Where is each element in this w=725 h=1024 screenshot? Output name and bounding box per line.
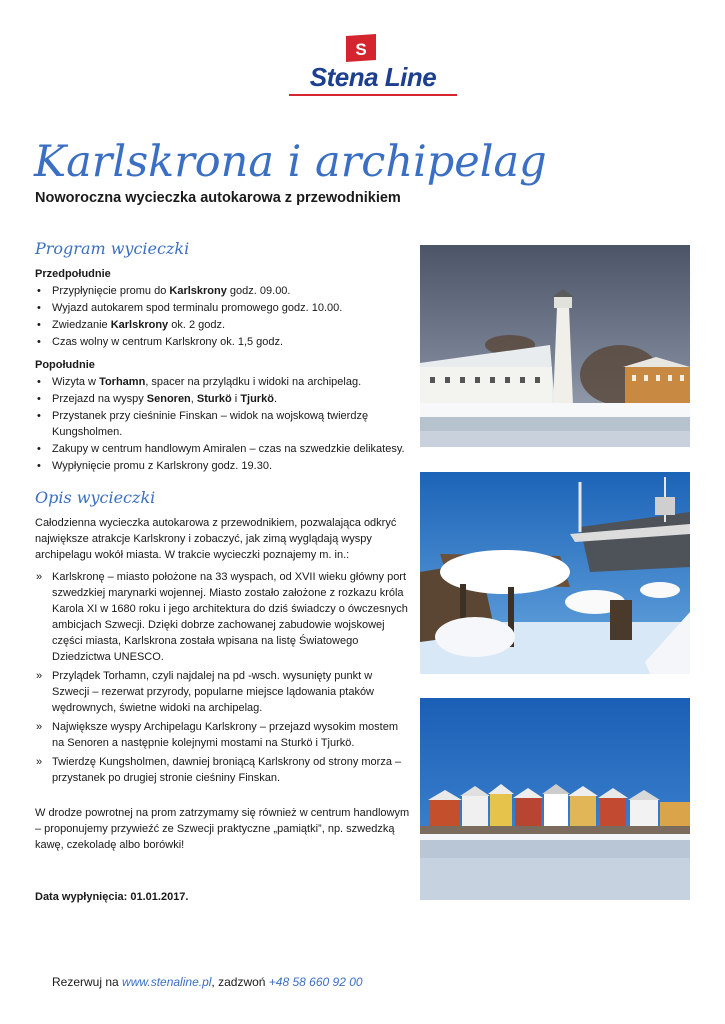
list-item: • Zakupy w centrum handlowym Amiralen – czas na szwedzkie delikatesy. — [35, 441, 410, 457]
flag-letter: S — [355, 40, 367, 59]
description-heading: Opis wycieczki — [35, 488, 156, 507]
list-item: • Przystanek przy cieśninie Finskan – widok na wojskową twierdzę Kungsholmen. — [35, 408, 410, 440]
program-heading: Program wycieczki — [35, 239, 190, 258]
lighthouse-image — [420, 245, 690, 447]
list-item: » Przylądek Torhamn, czyli najdalej na pd -wsch. wysunięty punkt w Szwecji – rezerwat przyrody, popularne miejsce lądowania ptaków wędrownych, świetne widoki na archipelag. — [35, 668, 410, 716]
list-item: • Przejazd na wyspy Senoren, Sturkö i Tjurkö. — [35, 391, 410, 407]
flag-icon — [346, 34, 376, 64]
afternoon-heading: Popołudnie — [35, 359, 95, 371]
program-section — [35, 238, 410, 475]
footer-text: Rezerwuj na — [52, 975, 123, 989]
description-intro: Całodzienna wycieczka autokarowa z przewodnikiem, pozwalająca odkryć największe atrakcje Karlskrony i zobaczyć, jak zimą wyglądają wyspy archipelagu wokół miasta. W trakcie wycieczki poznajemy m. in.: — [35, 517, 397, 561]
description-closing: W drodze powrotnej na prom zatrzymamy się również w centrum handlowym – proponujemy przywieźć ze Szwecji praktyczne „pamiątki”, np. szwedzką kawę, czekoladę albo borówki! — [35, 807, 410, 851]
archipelago-image — [420, 698, 690, 900]
photo-archipelago — [420, 698, 690, 900]
footer — [52, 974, 363, 990]
morning-heading: Przedpołudnie — [35, 268, 111, 280]
list-item: • Przypłynięcie promu do Karlskrony godz. 09.00. — [35, 283, 410, 299]
website-link[interactable]: www.stenaline.pl — [122, 975, 212, 989]
logo-underline — [289, 94, 457, 96]
logo-text: Stena Line — [309, 62, 437, 92]
list-item: • Wizyta w Torhamn, spacer na przylądku i widoki na archipelag. — [35, 374, 410, 390]
list-item: • Wypłynięcie promu z Karlskrony godz. 19.30. — [35, 458, 410, 474]
harbour-image — [420, 472, 690, 674]
photo-lighthouse — [420, 245, 690, 447]
list-item: • Czas wolny w centrum Karlskrony ok. 1,5 godz. — [35, 334, 410, 350]
stena-line-logo — [287, 34, 459, 100]
description-section — [35, 487, 410, 853]
footer-text: , zadzwoń — [211, 975, 269, 989]
photo-harbour — [420, 472, 690, 674]
list-item: » Twierdzę Kungsholmen, dawniej broniącą Karlskrony od strony morza – przystanek po drugiej stronie cieśniny Finskan. — [35, 754, 410, 786]
list-item: • Wyjazd autokarem spod terminalu promowego godz. 10.00. — [35, 300, 410, 316]
departure-date: Data wypłynięcia: 01.01.2017. — [35, 891, 189, 903]
phone-link[interactable]: +48 58 660 92 00 — [268, 975, 363, 989]
afternoon-list — [35, 374, 410, 474]
list-item: » Największe wyspy Archipelagu Karlskrony – przejazd wysokim mostem na Senoren a następnie kolejnymi mostami na Sturkö i Tjurkö. — [35, 719, 410, 751]
page-subtitle: Noworoczna wycieczka autokarowa z przewodnikiem — [35, 190, 401, 206]
list-item: • Zwiedzanie Karlskrony ok. 2 godz. — [35, 317, 410, 333]
attractions-list — [35, 569, 410, 786]
page-title: Karlskrona i archipelag — [34, 137, 547, 187]
morning-list — [35, 283, 410, 350]
list-item: » Karlskronę – miasto położone na 33 wyspach, od XVII wieku główny port szwedzkiej marynarki wojennej. Miasto zostało założone z rozkazu króla Karola XI w 1680 roku i jego architektura do dziś świadczy o ówczesnych ambicjach Szwecji. Dzięki dobrze zachowanej zabudowie wojskowej części miasta, Karlskrona została wpisana na listę Światowego Dziedzictwa UNESCO. — [35, 569, 410, 665]
